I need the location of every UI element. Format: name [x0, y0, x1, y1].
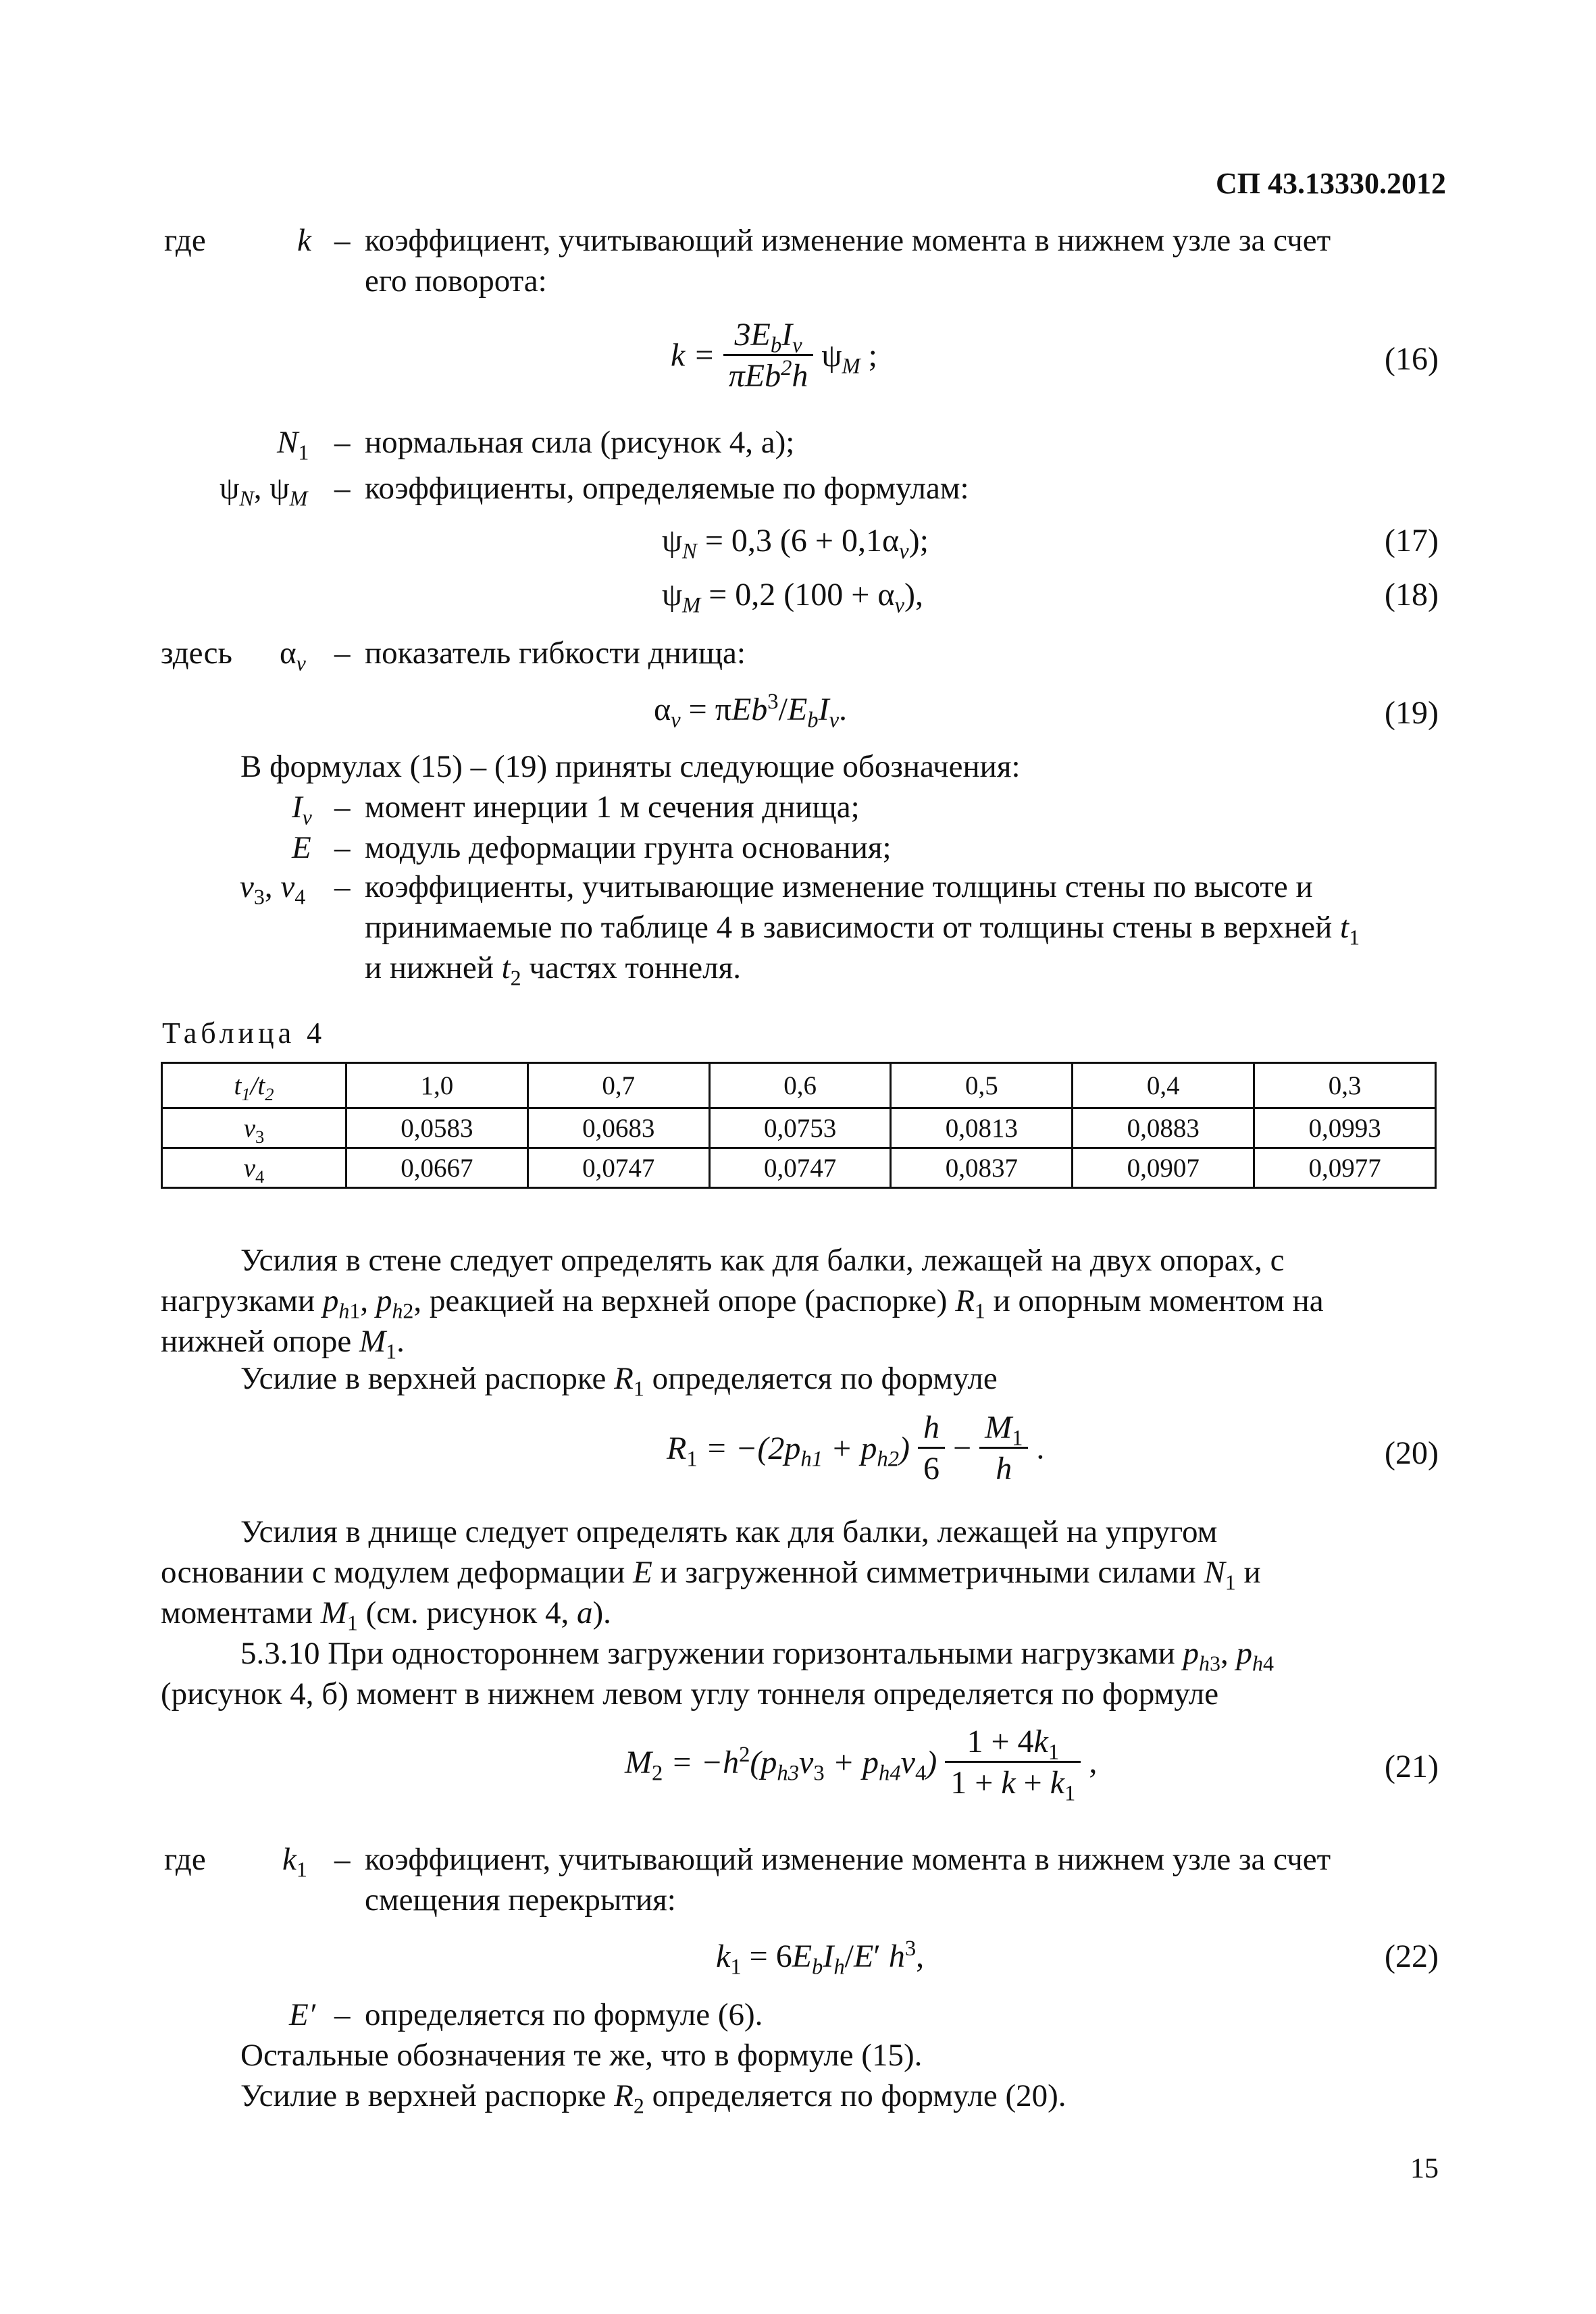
symbol-alpha: $\alpha_v$: [280, 636, 306, 675]
paragraph-walls-line1: Усилия в стене следует определять как для балки, лежащей на двух опорах, с: [240, 1243, 1285, 1278]
nu-description-line2: принимаемые по таблице 4 в зависимости от толщины стены в верхней $t_1$: [365, 910, 1360, 950]
dash: –: [334, 869, 351, 904]
notation-intro: В формулах (15) – (19) приняты следующие обозначения:: [240, 749, 1021, 784]
formula-17-number: (17): [1385, 523, 1439, 559]
table-cell: 0,0883: [1073, 1108, 1254, 1148]
where-label: где: [164, 223, 206, 258]
formula-20-fraction-M1-h: $\frac{M_1}{h}$: [979, 1412, 1028, 1485]
k-description-line2: его поворота:: [365, 263, 547, 299]
table-header-cell: 0,3: [1254, 1063, 1436, 1108]
table-cell: 0,0837: [891, 1148, 1073, 1188]
where-label-2: где: [164, 1842, 206, 1877]
formula-16-fraction: $\frac{3E_bI_v}{\pi Eb^2h}$: [723, 319, 814, 392]
dash: –: [334, 830, 351, 865]
formula-22-number: (22): [1385, 1938, 1439, 1974]
nu-description-line1: коэффициенты, учитывающие изменение толщины стены по высоте и: [365, 869, 1313, 904]
table-row-label: $\nu_4$: [162, 1148, 346, 1188]
table-row-label: $\nu_3$: [162, 1108, 346, 1148]
k-description-line1: коэффициент, учитывающий изменение момента в нижнем узле за счет: [365, 223, 1331, 258]
table-header-cell: 0,4: [1073, 1063, 1254, 1108]
remaining-notation: Остальные обозначения те же, что в формуле (15).: [240, 2038, 923, 2073]
paragraph-walls-line2: нагрузками $p_{h1}$, $p_{h2}$, реакцией на верхней опоре (распорке) $R_1$ и опорным моментом на: [161, 1283, 1324, 1323]
table-cell: 0,0813: [891, 1108, 1073, 1148]
formula-19-number: (19): [1385, 695, 1439, 731]
paragraph-walls-line3: нижней опоре $M_1$.: [161, 1324, 405, 1364]
formula-19: $\alpha_v = \pi Eb^3/E_bI_v$.: [654, 690, 848, 733]
paragraph-5-3-10-line1: 5.3.10 При одностороннем загружении горизонтальными нагрузками $p_{h3}$, $p_{h4}$: [240, 1636, 1274, 1676]
table-caption: Таблица 4: [162, 1017, 326, 1050]
symbol-psi: $\psi_N$, $\psi_M$: [220, 471, 308, 511]
here-label: здесь: [161, 636, 232, 671]
nu-description-line3: и нижней $t_2$ частях тоннеля.: [365, 950, 741, 990]
dash: –: [334, 1842, 351, 1877]
symbol-E-prime: E′: [289, 1997, 315, 2032]
document-code: СП 43.13330.2012: [1216, 167, 1446, 200]
dash: –: [334, 471, 351, 506]
formula-21-number: (21): [1385, 1749, 1439, 1784]
table-row: [162, 1148, 1436, 1188]
formula-18-number: (18): [1385, 577, 1439, 613]
E-description: модуль деформации грунта основания;: [365, 830, 892, 865]
table-header-cell: $t_1/t_2$: [162, 1063, 346, 1108]
table-4: [161, 1062, 1437, 1189]
table-header-cell: 0,5: [891, 1063, 1073, 1108]
formula-21: $M_2 = -h^2(p_{h3}\nu_3 + p_{h4}\nu_4)$ $\frac{1 + 4k_1}{1 + k + k_1}$ ,: [625, 1724, 1098, 1806]
table-cell: 0,0667: [346, 1148, 528, 1188]
formula-16: k = $\frac{3E_bI_v}{\pi Eb^2h}$ $\psi_M$ ;: [671, 317, 877, 394]
formula-21-fraction: $\frac{1 + 4k_1}{1 + k + k_1}$: [945, 1726, 1081, 1799]
table-cell: 0,0683: [527, 1108, 709, 1148]
page-number: 15: [1410, 2153, 1439, 2184]
table-cell: 0,0907: [1073, 1148, 1254, 1188]
psi-description: коэффициенты, определяемые по формулам:: [365, 471, 969, 506]
paragraph-bottom-line2: основании с модулем деформации E и загруженной симметричными силами $N_1$ и: [161, 1555, 1261, 1595]
formula-17: $\psi_N = 0,3$ $(6 + 0,1\alpha_v)$;: [662, 523, 929, 564]
dash: –: [334, 636, 351, 671]
table-cell: 0,0747: [709, 1148, 891, 1188]
paragraph-r2: Усилие в верхней распорке $R_2$ определяется по формуле (20).: [240, 2078, 1066, 2118]
formula-20-fraction-h-6: $\frac{h}{6}$: [918, 1412, 945, 1485]
table-cell: 0,0747: [527, 1148, 709, 1188]
symbol-N1: $N_1$: [277, 425, 309, 465]
paragraph-bottom-line3: моментами $M_1$ (см. рисунок 4, а).: [161, 1595, 611, 1635]
dash: –: [334, 425, 351, 460]
formula-18: $\psi_M = 0,2$ $(100 + \alpha_v)$,: [662, 577, 923, 618]
Iv-description: момент инерции 1 м сечения днища;: [365, 790, 860, 825]
symbol-E: E: [292, 830, 311, 865]
k1-description-line2: смещения перекрытия:: [365, 1882, 676, 1918]
paragraph-5-3-10-line2: (рисунок 4, б) момент в нижнем левом углу тоннеля определяется по формуле: [161, 1676, 1219, 1712]
alpha-description: показатель гибкости днища:: [365, 636, 746, 671]
table-cell: 0,0753: [709, 1108, 891, 1148]
table-header-cell: 1,0: [346, 1063, 528, 1108]
formula-20-number: (20): [1385, 1435, 1439, 1471]
N1-description: нормальная сила (рисунок 4, а);: [365, 425, 795, 460]
dash: –: [334, 1997, 351, 2032]
formula-16-number: (16): [1385, 341, 1439, 377]
table-row: [162, 1108, 1436, 1148]
k1-description-line1: коэффициент, учитывающий изменение момента в нижнем узле за счет: [365, 1842, 1331, 1877]
table-cell: 0,0583: [346, 1108, 528, 1148]
formula-20: $R_1 = -(2p_{h1} + p_{h2})$ $\frac{h}{6}$ − $\frac{M_1}{h}$ .: [667, 1410, 1045, 1487]
table-header-cell: 0,6: [709, 1063, 891, 1108]
symbol-Iv: $I_v$: [292, 790, 312, 829]
E-prime-description: определяется по формуле (6).: [365, 1997, 763, 2032]
formula-22: $k_1 = 6E_bI_h/E'$ $h^3$,: [716, 1936, 925, 1980]
table-header-cell: 0,7: [527, 1063, 709, 1108]
dash: –: [334, 790, 351, 825]
paragraph-bottom-line1: Усилия в днище следует определять как для балки, лежащей на упругом: [240, 1514, 1218, 1549]
symbol-k: k: [297, 223, 311, 258]
paragraph-r1: Усилие в верхней распорке $R_1$ определяется по формуле: [240, 1361, 998, 1401]
table-cell: 0,0993: [1254, 1108, 1436, 1148]
table-cell: 0,0977: [1254, 1148, 1436, 1188]
symbol-nu: $\nu_3$, $\nu_4$: [240, 869, 306, 909]
table-header-row: [162, 1063, 1436, 1108]
symbol-k1: $k_1$: [282, 1842, 307, 1882]
dash: –: [334, 223, 351, 258]
